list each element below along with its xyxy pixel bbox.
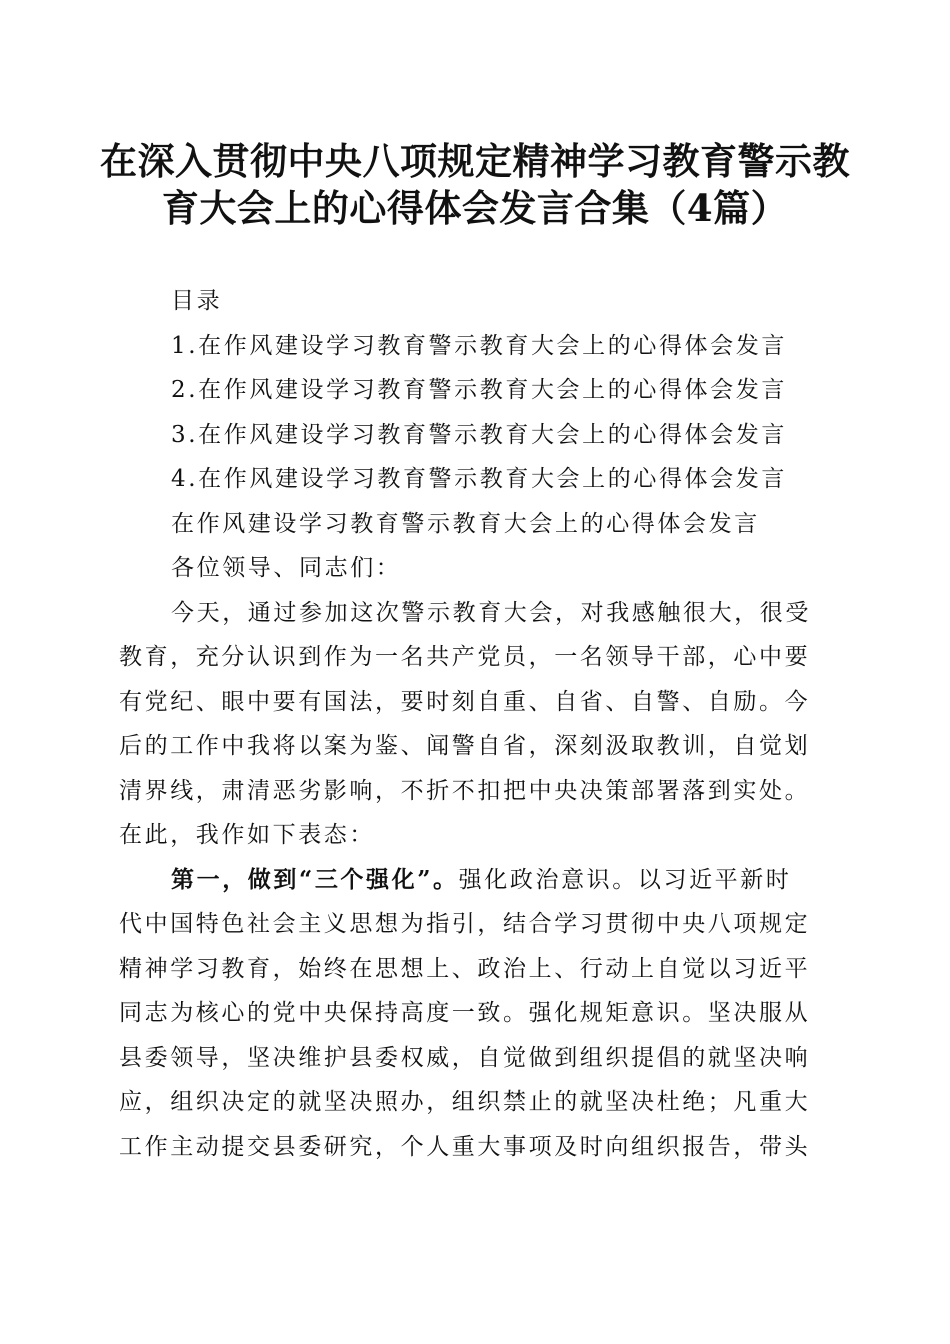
toc-item: 1.在作风建设学习教育警示教育大会上的心得体会发言: [171, 332, 787, 359]
paragraph-line: 后的工作中我将以案为鉴、闻警自省，深刻汲取教训，自觉划: [119, 733, 811, 759]
paragraph-line: 在此，我作如下表态：: [119, 822, 375, 848]
paragraph-line: 代中国特色社会主义思想为指引，结合学习贯彻中央八项规定: [119, 911, 811, 937]
paragraph-lead: 第一，做到“三个强化”。: [171, 865, 459, 893]
paragraph-line: 清界线，肃清恶劣影响，不折不扣把中央决策部署落到实处。: [119, 777, 811, 804]
toc-heading: 目录: [171, 288, 223, 314]
paragraph-line: [119, 858, 831, 903]
paragraph-1: [119, 591, 831, 858]
toc-item: 2.在作风建设学习教育警示教育大会上的心得体会发言: [171, 377, 787, 403]
paragraph-line: 有党纪、眼中要有国法，要时刻自重、自省、自警、自励。今: [119, 688, 811, 715]
salutation: 各位领导、同志们：: [171, 555, 402, 581]
title-line-2: 育大会上的心得体会发言合集（4篇）: [161, 186, 789, 230]
toc-item: 3.在作风建设学习教育警示教育大会上的心得体会发言: [171, 421, 787, 448]
paragraph-2: [119, 858, 831, 1170]
paragraph-line: 精神学习教育，始终在思想上、政治上、行动上自觉以习近平: [119, 955, 811, 982]
section-title: 在作风建设学习教育警示教育大会上的心得体会发言: [171, 510, 760, 537]
paragraph-line: 今天，通过参加这次警示教育大会，对我感触很大，很受: [171, 599, 811, 626]
paragraph-line-rest: 强化政治意识。以习近平新时: [458, 866, 792, 893]
paragraph-line: 工作主动提交县委研究，个人重大事项及时向组织报告，带头: [119, 1133, 811, 1160]
paragraph-line: 应，组织决定的就坚决照办，组织禁止的就坚决杜绝；凡重大: [119, 1089, 811, 1115]
document-title: [100, 138, 850, 232]
paragraph-line: 同志为核心的党中央保持高度一致。强化规矩意识。坚决服从: [119, 1000, 811, 1026]
paragraph-line: 县委领导，坚决维护县委权威，自觉做到组织提倡的就坚决响: [119, 1044, 811, 1071]
document-body: [119, 279, 831, 1169]
toc-item: 4.在作风建设学习教育警示教育大会上的心得体会发言: [171, 466, 787, 492]
title-line-1: 在深入贯彻中央八项规定精神学习教育警示教: [100, 139, 850, 183]
paragraph-line: 教育，充分认识到作为一名共产党员，一名领导干部，心中要: [119, 644, 811, 670]
